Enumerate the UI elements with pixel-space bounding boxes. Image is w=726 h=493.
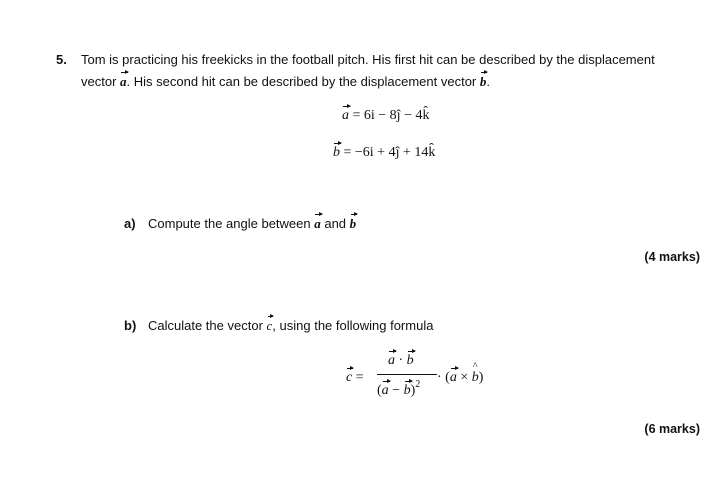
denominator-open: ( <box>377 383 382 398</box>
part-b-marks: (6 marks) <box>644 422 700 436</box>
rhs-b: b ^ <box>472 370 479 386</box>
part-a-vector-a: a <box>314 216 321 231</box>
rhs-times: × <box>456 370 472 385</box>
denominator-minus: − <box>388 383 404 398</box>
equation-a-lhs: a <box>342 108 349 123</box>
denominator-b: b <box>403 383 411 398</box>
vector-b-symbol: b <box>479 74 487 89</box>
part-a-prompt: Compute the angle between <box>148 216 315 231</box>
rhs-a: a <box>449 370 457 385</box>
question-line-1: Tom is practicing his freekicks in the football pitch. His first hit can be described by the displacement <box>81 52 655 67</box>
part-b-text <box>148 318 433 334</box>
formula-rhs <box>437 370 483 386</box>
part-b-prompt-end: , using the following formula <box>272 318 434 333</box>
fraction-bar <box>377 374 437 375</box>
formula-numerator <box>388 353 414 369</box>
denominator-exponent: 2 <box>415 379 421 390</box>
equation-a <box>342 108 429 124</box>
part-a-and: and <box>320 216 350 231</box>
equation-b-rhs: = −6i + 4ĵ + 14k̂ <box>340 145 436 160</box>
numerator-dot: · <box>395 353 407 368</box>
question-number: 5. <box>56 52 67 67</box>
part-b-vector-c: c <box>266 318 273 333</box>
numerator-b: b <box>406 353 414 368</box>
part-a-text <box>148 216 356 232</box>
formula-lhs <box>346 370 364 386</box>
formula-c: c <box>346 370 353 385</box>
question-line-2-c: . <box>486 74 490 89</box>
equation-b-lhs: b <box>333 145 340 160</box>
part-a-marks: (4 marks) <box>644 250 700 264</box>
part-a-vector-b: b <box>349 216 357 231</box>
formula-denominator <box>377 379 421 399</box>
equation-b <box>333 145 435 161</box>
equation-a-rhs: = 6i − 8ĵ − 4k̂ <box>349 108 430 123</box>
numerator-a: a <box>388 353 395 368</box>
question-line-2-b: . His second hit can be described by the displacement vector <box>126 74 480 89</box>
part-a-label: a) <box>124 216 136 231</box>
rhs-open: · ( <box>437 370 450 385</box>
part-b-label: b) <box>124 318 137 333</box>
denominator-a: a <box>381 383 389 398</box>
part-b-prompt: Calculate the vector <box>148 318 267 333</box>
formula-equals: = <box>352 370 364 385</box>
question-line-2-a: vector <box>81 74 121 89</box>
question-line-2 <box>81 74 490 90</box>
denominator-close: ) <box>410 383 416 398</box>
rhs-close: ) <box>478 370 484 385</box>
vector-a-symbol: a <box>120 74 127 89</box>
